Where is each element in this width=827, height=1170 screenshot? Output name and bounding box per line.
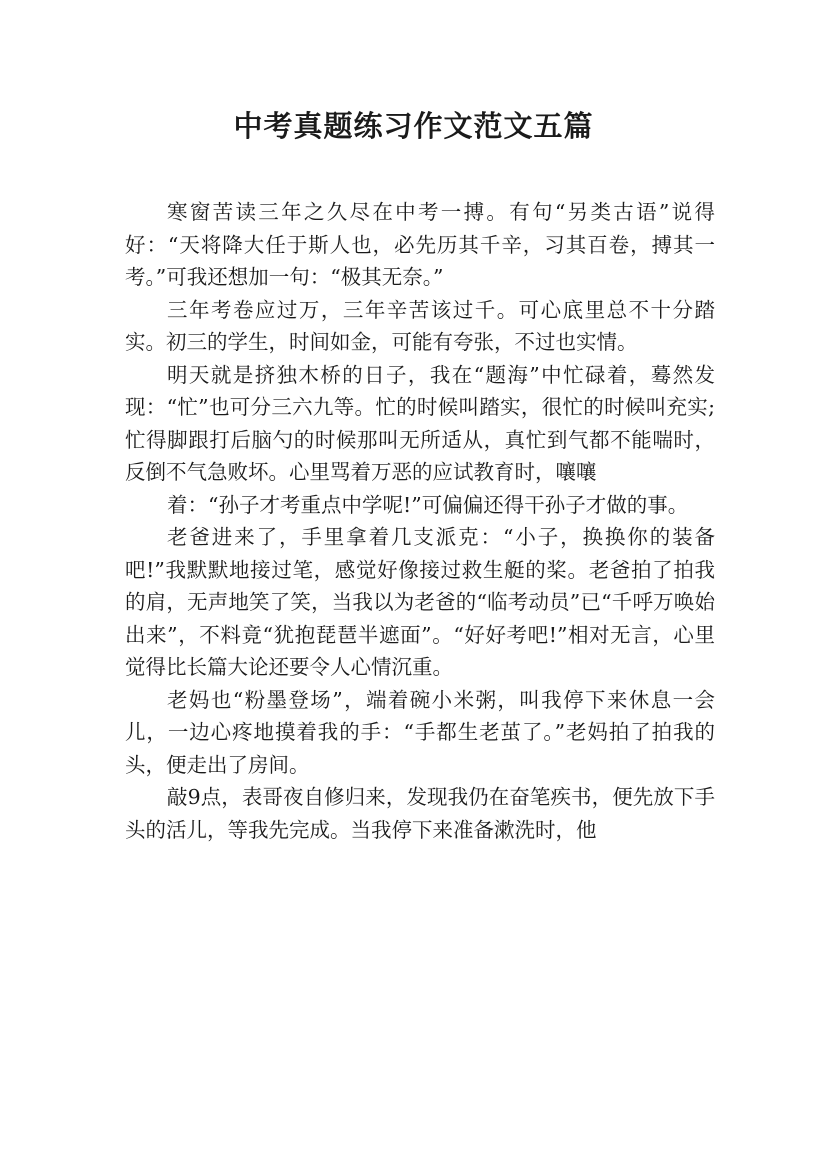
paragraph: 老爸进来了，手里拿着几支派克：“小子，换换你的装备吧!”我默默地接过笔，感觉好像接过救生艇的桨。老爸拍了拍我的肩，无声地笑了笑，当我以为老爸的“临考动员”已“千呼万唤始出来”，不料竟“犹抱琵琶半遮面”。“好好考吧!”相对无言，心里觉得比长篇大论还要令人心情沉重。 — [125, 525, 715, 679]
paragraph: 敲9点，表哥夜自修归来，发现我仍在奋笔疾书，便先放下手头的活儿，等我先完成。当我停下来准备漱洗时，他 — [125, 785, 715, 842]
document-body — [125, 196, 715, 846]
paragraph: 寒窗苦读三年之久尽在中考一搏。有句“另类古语”说得好：“天将降大任于斯人也，必先历其千辛，习其百卷，搏其一考。”可我还想加一句：“极其无奈。” — [125, 200, 715, 289]
document-title: 中考真题练习作文范文五篇 — [233, 109, 594, 143]
paragraph: 老妈也“粉墨登场”，端着碗小米粥，叫我停下来休息一会儿，一边心疼地摸着我的手：“手都生老茧了。”老妈拍了拍我的头，便走出了房间。 — [125, 687, 715, 777]
paragraph: 三年考卷应过万，三年辛苦该过千。可心底里总不十分踏实。初三的学生，时间如金，可能有夸张，不过也实情。 — [125, 297, 715, 354]
paragraph: 明天就是挤独木桥的日子，我在“题海”中忙碌着，蓦然发现：“忙”也可分三六九等。忙的时候叫踏实，很忙的时候叫充实;忙得脚跟打后脑勺的时候那叫无所适从，真忙到气都不能喘时，反倒不气急败坏。心里骂着万恶的应试教育时，嚷嚷 — [125, 362, 715, 484]
paragraph: 着：“孙子才考重点中学呢!”可偏偏还得干孙子才做的事。 — [167, 492, 689, 517]
